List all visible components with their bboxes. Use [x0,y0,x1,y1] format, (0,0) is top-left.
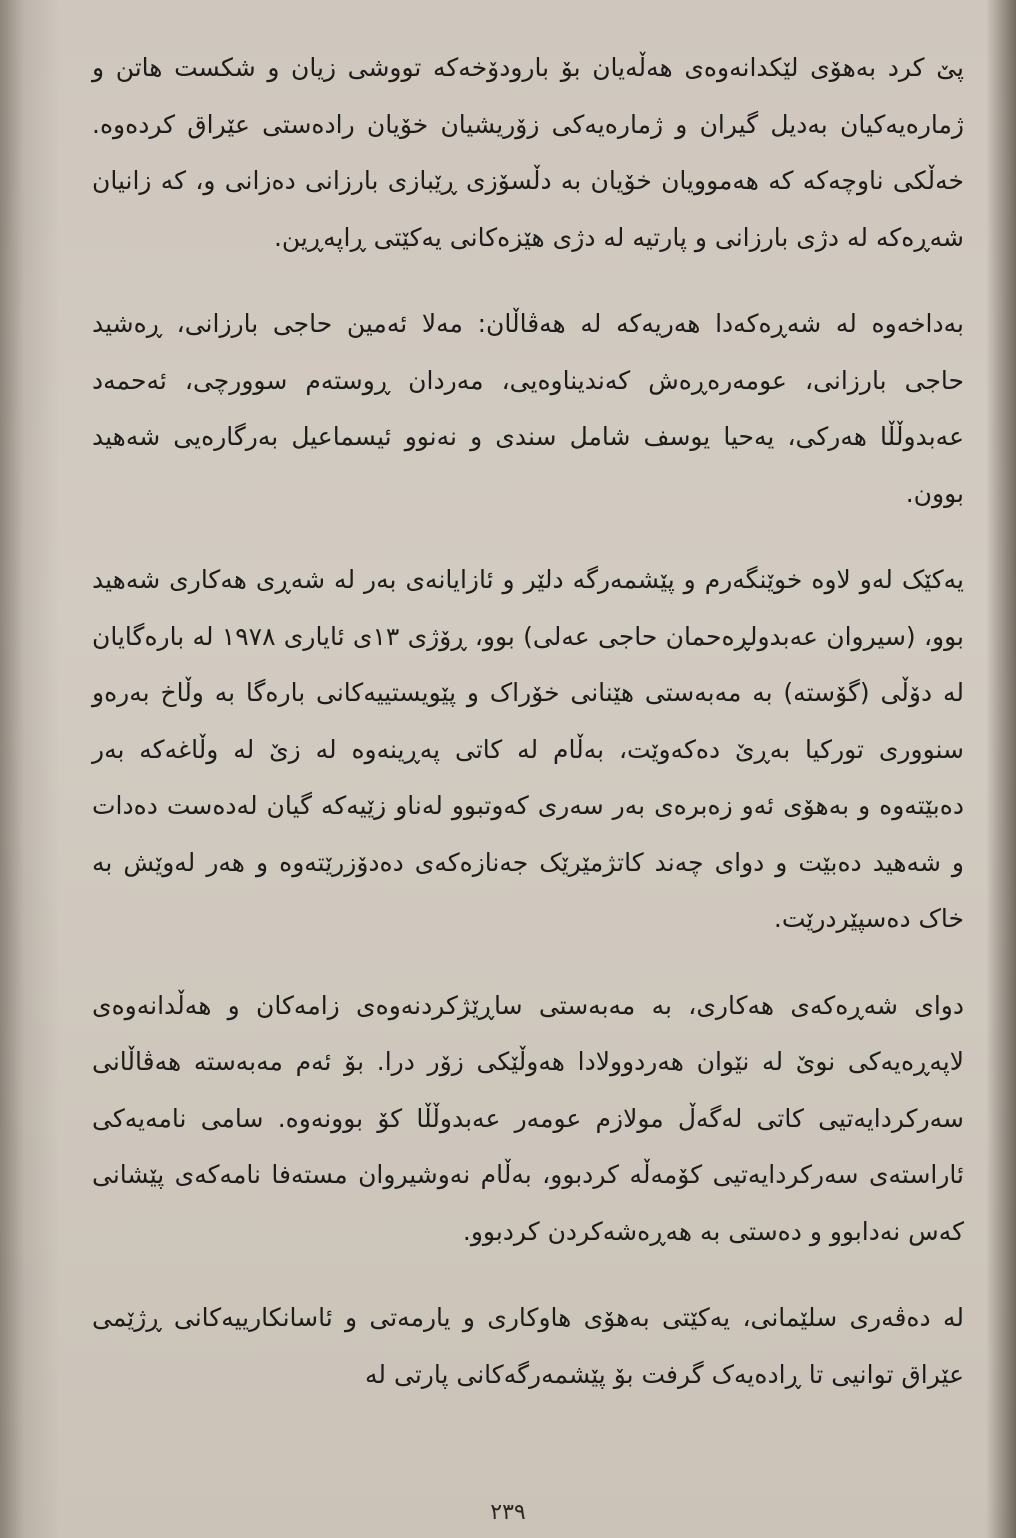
paragraph-3: یەکێک لەو لاوە خوێنگەرم و پێشمەرگە دلێر و ئازایانەی بەر لە شەڕی هەکاری شەهید بوو، (سیروان عەبدولڕەحمان حاجی عەلی) بوو، ڕۆژی ١٣ی ئایاری ١٩٧٨ لە بارەگایان لە دۆڵی (گۆستە) بە مەبەستی هێنانی خۆراک و پێویستییەکانی بارەگا بە وڵاخ بەرەو سنووری تورکیا بەڕێ دەکەوێت، بەڵام لە کاتی پەڕینەوە لە زێ لە وڵاغەکە بەر دەبێتەوە و بەهۆی ئەو زەبرەی بەر سەری کەوتبوو لەناو زێیەکە گیان لەدەست دەدات و شەهید دەبێت و دوای چەند کاتژمێرێک جەنازەکەی دەدۆزرێتەوە و هەر لەوێش بە خاک دەسپێردرێت. [92,565,964,933]
page-number: ٢٣٩ [490,1500,526,1525]
page-gutter-shadow [0,0,60,1538]
paragraph-5: لە دەڤەری سلێمانی، یەکێتی بەهۆی هاوکاری و یارمەتی و ئاسانکارییەکانی ڕژێمی عێراق توانیی تا ڕادەیەک گرفت بۆ پێشمەرگەکانی پارتی لە [92,1303,964,1389]
page-edge-shadow [986,0,1016,1538]
body-text [92,40,964,1403]
paragraph-2: بەداخەوە لە شەڕەکەدا هەریەکە لە هەڤاڵان: مەلا ئەمین حاجی بارزانی، ڕەشید حاجی بارزانی، عومەرەڕەش کەندیناوەیی، مەردان ڕوستەم سوورچی، ئەحمەد عەبدوڵڵا هەرکی، یەحیا یوسف شامل سندی و نەنوو ئیسماعیل بەرگارەیی شەهید بوون. [92,309,964,508]
paragraph-1: پێ کرد بەهۆی لێکدانەوەی هەڵەیان بۆ بارودۆخەکە تووشی زیان و شکست هاتن و ژمارەیەکیان بەدیل گیران و ژمارەیەکی زۆریشیان خۆیان رادەستی عێراق کردەوە. خەڵکی ناوچەکە کە هەموویان خۆیان بە دڵسۆزی ڕێبازی بارزانی دەزانی و، کە زانیان شەڕەکە لە دژی بارزانی و پارتیە لە دژی هێزەکانی یەکێتی ڕاپەڕین. [92,53,964,252]
paragraph-4: دوای شەڕەکەی هەکاری، بە مەبەستی ساڕێژکردنەوەی زامەکان و هەڵدانەوەی لاپەڕەیەکی نوێ لە نێوان هەردوولادا هەوڵێکی زۆر درا. بۆ ئەم مەبەستە هەڤاڵانی سەرکردایەتیی کاتی لەگەڵ مولازم عومەر عەبدوڵڵا کۆ بوونەوە. سامی نامەیەکی ئاراستەی سەرکردایەتیی کۆمەڵە کردبوو، بەڵام نەوشیروان مستەفا نامەکەی پێشانی کەس نەدابوو و دەستی بە هەڕەشەکردن کردبوو. [92,990,964,1246]
